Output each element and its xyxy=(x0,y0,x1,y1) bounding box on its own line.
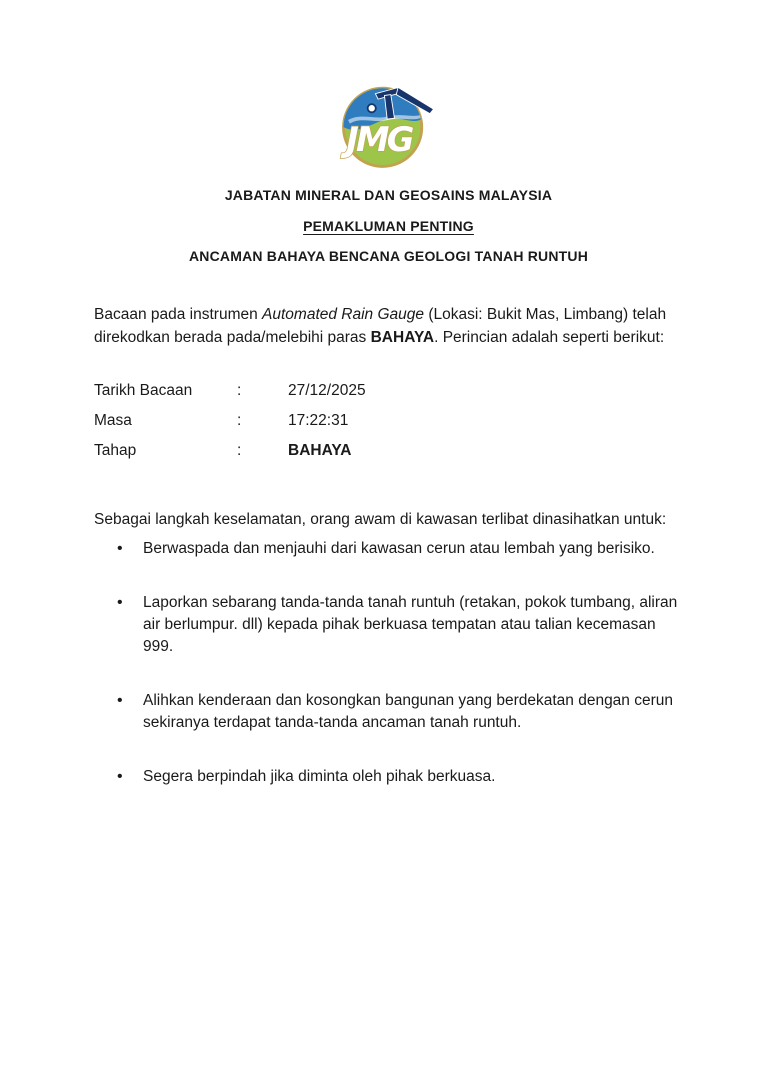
jmg-logo-icon xyxy=(339,80,439,171)
department-title: JABATAN MINERAL DAN GEOSAINS MALAYSIA xyxy=(224,187,553,203)
advisory-intro: Sebagai langkah keselamatan, orang awam di kawasan terlibat dinasihatkan untuk: xyxy=(94,511,667,528)
detail-row-date xyxy=(94,376,683,406)
advisory-item: • Alihkan kenderaan dan kosongkan bangunan yang berdekatan dengan cerun sekiranya terdapat tanda-tanda ancaman tanah runtuh. xyxy=(143,690,683,734)
reading-details xyxy=(94,376,683,466)
advisory-item: • Segera berpindah jika diminta oleh pihak berkuasa. xyxy=(143,766,683,788)
date-label: Tarikh Bacaan xyxy=(94,382,193,399)
colon-separator: : xyxy=(237,442,242,459)
colon-separator: : xyxy=(237,382,242,399)
detail-row-time xyxy=(94,406,683,436)
advisory-list xyxy=(143,538,683,788)
alert-level-inline: BAHAYA xyxy=(370,329,435,346)
detail-row-level xyxy=(94,436,683,466)
advisory-item: • Laporkan sebarang tanda-tanda tanah runtuh (retakan, pokok tumbang, aliran air berlumpur. dll) kepada pihak berkuasa tempatan atau talian kecemasan 999. xyxy=(143,592,683,658)
date-value: 27/12/2025 xyxy=(288,382,366,399)
svg-text:JMG: JMG xyxy=(345,119,412,159)
level-label: Tahap xyxy=(94,442,137,459)
advisory-item: • Berwaspada dan menjauhi dari kawasan cerun atau lembah yang berisiko. xyxy=(143,538,683,560)
intro-text: Bacaan pada instrumen xyxy=(94,306,263,323)
logo-container xyxy=(94,0,683,171)
intro-text: . Perincian adalah seperti berikut: xyxy=(434,329,665,346)
level-value: BAHAYA xyxy=(288,442,352,459)
intro-text: (Lokasi: Bukit Mas, Limbang) telah direkodkan berada pada/melebihi paras xyxy=(94,306,667,346)
hazard-title: ANCAMAN BAHAYA BENCANA GEOLOGI TANAH RUNTUH xyxy=(188,248,589,264)
colon-separator: : xyxy=(237,412,242,429)
notice-title: PEMAKLUMAN PENTING xyxy=(303,218,474,234)
time-label: Masa xyxy=(94,412,132,429)
instrument-name: Automated Rain Gauge xyxy=(262,306,425,323)
time-value: 17:22:31 xyxy=(288,412,349,429)
intro-paragraph xyxy=(94,303,683,349)
